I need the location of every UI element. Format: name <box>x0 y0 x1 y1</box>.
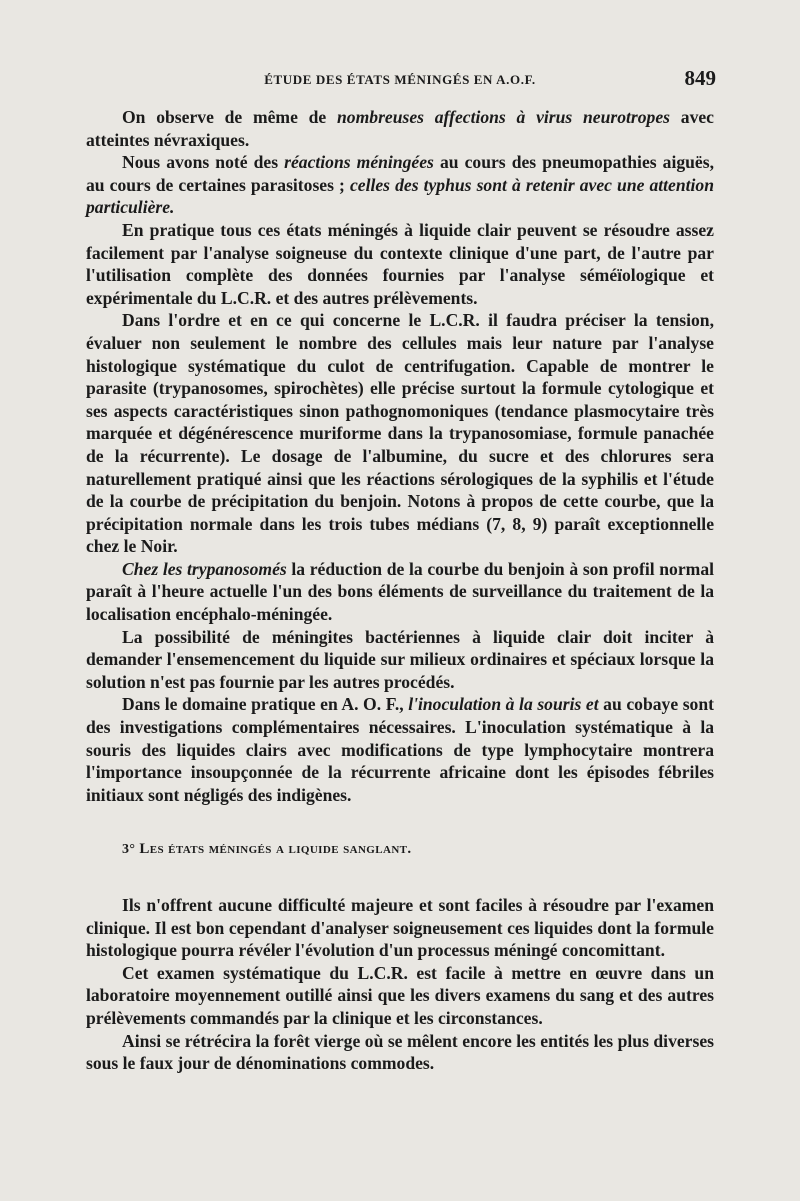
p5-text-b: la réduction de la courbe du benjoin à son profil normal paraît à l'heure actuelle l'un des bons éléments de surveillance du traitement de la localisation encéphalo-méningée. <box>86 558 714 625</box>
paragraph-5 <box>86 558 714 626</box>
p1-text-a: On observe de même de <box>122 107 337 127</box>
paragraph-4: Dans l'ordre et en ce qui concerne le L.C.R. il faudra préciser la tension, évaluer non seulement le nombre des cellules mais leur nature par l'analyse histologique systématique du culot de centrifugation. Capable de montrer le parasite (trypanosomes, spirochètes) elle précise surtout la formule cytologique et ses aspects caractéristiques sinon pathognomoniques (tendance plasmocytaire très marquée et dégénérescence muriforme dans la trypanosomiase, formule panachée de la récurrente). Le dosage de l'albumine, du sucre et des chlorures sera naturellement pratiqué ainsi que les réactions sérologiques de la syphilis et l'étude de la courbe de précipitation du benjoin. Notons à propos de cette courbe, que la précipitation normale dans les trois tubes médians (7, 8, 9) paraît exceptionnelle chez le Noir. <box>86 310 714 557</box>
p2-emphasis-2: celles des typhus sont à retenir avec une attention particulière. <box>86 174 715 218</box>
section-number: 3° <box>122 842 136 858</box>
running-title: ÉTUDE DES ÉTATS MÉNINGÉS EN A.O.F. <box>264 72 536 87</box>
p7-text-c: au cobaye sont des investigations complémentaires nécessaires. L'inoculation systématique à la souris des liquides clairs avec modifications de type lymphocytaire montrera l'importance insoupçonnée de la récurrente africaine dont les épisodes fébriles initiaux sont négligés des indigènes. <box>86 694 715 805</box>
p1-text-c: avec atteintes névraxiques. <box>86 107 714 150</box>
p7-text-a: Dans le domaine pratique en A. O. F., <box>122 694 409 715</box>
p2-text-a: Nous avons noté des <box>122 152 285 173</box>
paragraph-7 <box>86 693 714 806</box>
p2-emphasis: réactions méningées <box>284 152 434 173</box>
paragraph-6: La possibilité de méningites bactériennes à liquide clair doit inciter à demander l'ensemencement du liquide sur milieux ordinaires et spéciaux lorsque la solution n'est pas fournie par les autres procédés. <box>86 626 714 692</box>
p1-emphasis: nombreuses affections à virus neurotropes <box>337 107 671 127</box>
section-title: Les états méningés a liquide sanglant. <box>139 841 412 858</box>
paragraph-9: Cet examen systématique du L.C.R. est facile à mettre en œuvre dans un laboratoire moyennement outillé ainsi que les divers examens du sang et des autres prélèvements commandés par la clinique et les circonstances. <box>86 962 714 1028</box>
p5-emphasis: Chez les trypanosomés <box>122 558 287 579</box>
section-heading <box>86 838 714 862</box>
paragraph-10: Ainsi se rétrécira la forêt vierge où se mêlent encore les entités les plus diverses sous le faux jour de dénominations commodes. <box>86 1030 714 1074</box>
paragraph-2 <box>86 151 714 219</box>
paragraph-1 <box>86 106 714 151</box>
p7-emphasis: l'inoculation à la souris et <box>408 694 599 715</box>
running-header <box>86 66 714 92</box>
p2-text-c: au cours des pneumopathies aiguës, au cours de certaines parasitoses ; <box>86 152 714 195</box>
page-number: 849 <box>684 66 716 90</box>
paragraph-3: En pratique tous ces états méningés à liquide clair peuvent se résoudre assez facilement par l'analyse soigneuse du contexte clinique d'une part, de l'autre par l'utilisation complète des données fournies par l'analyse séméïologique et expérimentale du L.C.R. et des autres prélèvements. <box>86 219 714 308</box>
body-text <box>86 106 714 1075</box>
paragraph-8: Ils n'offrent aucune difficulté majeure et sont faciles à résoudre par l'examen clinique. Il est bon cependant d'analyser soigneusement ces liquides dont la formule histologique pourra révéler l'évolution d'un processus méningé concomittant. <box>86 895 714 961</box>
